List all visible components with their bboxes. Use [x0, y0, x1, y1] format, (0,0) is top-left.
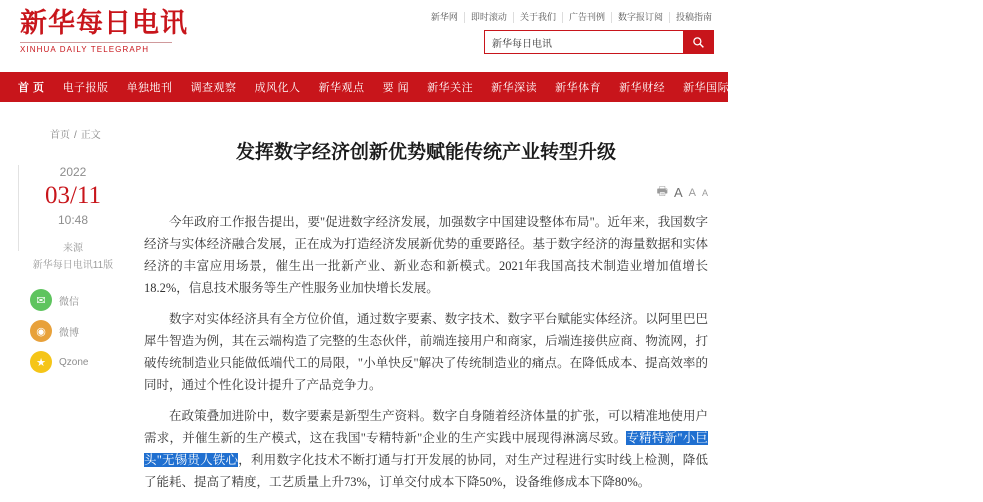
meta-source-label: 来源 — [63, 243, 83, 254]
share-weibo-label: 微博 — [59, 327, 79, 339]
wechat-icon: ✉ — [30, 289, 52, 311]
article-paragraph: 今年政府工作报告提出，要"促进数字经济发展，加强数字中国建设整体布局"。近年来，我国数字经济与实体经济融合发展，正在成为打造经济发展新优势的重要路径。基于数字经济的海量数据和实体经济的丰富应用场景，催生出一批新产业、新业态和新模式。2021年我国高技术制造业增加值增长18.2%，信息技术服务等生产性服务业加快增长发展。 — [144, 215, 708, 295]
nav-item-14[interactable]: 医卫健康 — [875, 82, 922, 94]
meta-day: 03/11 — [44, 182, 102, 209]
search-box[interactable] — [484, 30, 714, 54]
share-wechat[interactable] — [30, 289, 130, 311]
top-link-3[interactable]: 广告刊例 — [563, 12, 612, 23]
nav-item-15[interactable]: 看天下 — [939, 82, 974, 94]
page-title: 发挥数字经济创新优势赋能传统产业转型升级 — [235, 142, 616, 163]
logo-divider — [20, 42, 172, 43]
header-right — [425, 8, 714, 54]
nav-item-2[interactable]: 单独地刊 — [126, 82, 173, 94]
meta-source: 新华每日电讯11版 — [32, 260, 114, 271]
search-button[interactable] — [683, 31, 713, 53]
nav-item-5[interactable]: 新华观点 — [318, 82, 365, 94]
text-selection-highlight: 专精特新"小巨头"无锡贵人铁心 — [144, 431, 708, 467]
qzone-icon: ★ — [30, 351, 52, 373]
nav-item-7[interactable]: 新华关注 — [427, 82, 474, 94]
search-icon — [692, 36, 705, 49]
top-link-1[interactable]: 即时滚动 — [465, 12, 514, 23]
meta-time: 10:48 — [57, 213, 89, 227]
font-size-medium-button[interactable]: A — [688, 186, 696, 199]
top-link-5[interactable]: 投稿指南 — [675, 12, 712, 22]
font-size-small-button[interactable]: A — [701, 187, 708, 198]
article-tools[interactable] — [144, 182, 708, 203]
nav-item-4[interactable]: 成风化人 — [254, 82, 301, 94]
nav-item-13[interactable]: 精彩专题 — [811, 82, 858, 94]
breadcrumb-home[interactable]: 首页 — [50, 130, 70, 141]
nav-item-6[interactable]: 要 闻 — [382, 82, 410, 94]
weibo-icon: ◉ — [30, 320, 52, 342]
top-link-4[interactable]: 数字报订阅 — [612, 12, 670, 23]
nav-item-9[interactable]: 新华体育 — [555, 82, 602, 94]
meta-year: 2022 — [59, 165, 87, 179]
breadcrumb-separator: / — [74, 130, 77, 141]
nav-item-12[interactable]: 新华融媒 — [747, 82, 794, 94]
article-paragraph: 数字对实体经济具有全方位价值，通过数字要素、数字技术、数字平台赋能实体经济。以阿里巴巴犀牛智造为例，其在云端构造了完整的生态伙伴，前端连接用户和商家，后端连接供应商、物流网，打破传统制造业只能做低端代工的局限，"小单快反"解决了传统制造业的痛点。在降低成本、提高效率的同时，通过个性化设计提升了产品竞争力。 — [144, 312, 708, 392]
breadcrumb-current: 正文 — [80, 130, 101, 141]
site-logo[interactable] — [20, 8, 188, 54]
top-link-2[interactable]: 关于我们 — [514, 12, 563, 23]
site-header — [0, 0, 728, 72]
content-wrap — [0, 102, 728, 502]
logo-title: 新华每日电讯 — [20, 8, 188, 38]
article-paragraph: 在政策叠加进阶中，数字要素是新型生产资料。数字自身随着经济体量的扩张，可以精准地使用户需求，并催生新的生产模式，这在我国"专精特新"企业的生产实践中展现得淋漓尽致。专精特新"小巨头"无锡贵人铁心，利用数字化技术不断打通与打开发展的协同，对生产过程进行实时线上检测，降低了能耗、提高了精度，工艺质量上升73%，订单交付成本下降50%，设备维修成本下降80%。 — [144, 409, 708, 489]
main-nav[interactable] — [0, 72, 974, 102]
share-wechat-label: 微信 — [59, 296, 79, 308]
logo-subtitle: XINHUA DAILY TELEGRAPH — [20, 45, 150, 55]
search-input[interactable] — [485, 31, 683, 53]
article-body — [130, 106, 728, 502]
breadcrumb[interactable] — [12, 106, 130, 141]
share-weibo[interactable] — [30, 320, 130, 342]
nav-item-10[interactable]: 新华财经 — [619, 82, 666, 94]
nav-item-1[interactable]: 电子报版 — [62, 82, 109, 94]
nav-item-11[interactable]: 新华国际 — [683, 82, 730, 94]
left-rail — [0, 106, 130, 502]
top-links[interactable] — [425, 12, 714, 23]
nav-item-8[interactable]: 新华深读 — [491, 82, 538, 94]
top-link-0[interactable]: 新华网 — [425, 12, 465, 23]
nav-item-3[interactable]: 调查观察 — [190, 82, 237, 94]
share-qzone[interactable] — [30, 351, 130, 373]
font-size-large-button[interactable]: A — [673, 185, 683, 200]
print-icon[interactable]: 🖶 — [656, 184, 668, 198]
share-list[interactable] — [30, 289, 130, 373]
meta-divider — [18, 165, 19, 251]
article-meta — [12, 163, 120, 271]
share-qzone-label: Qzone — [59, 356, 89, 368]
nav-item-0[interactable]: 首 页 — [18, 82, 45, 94]
